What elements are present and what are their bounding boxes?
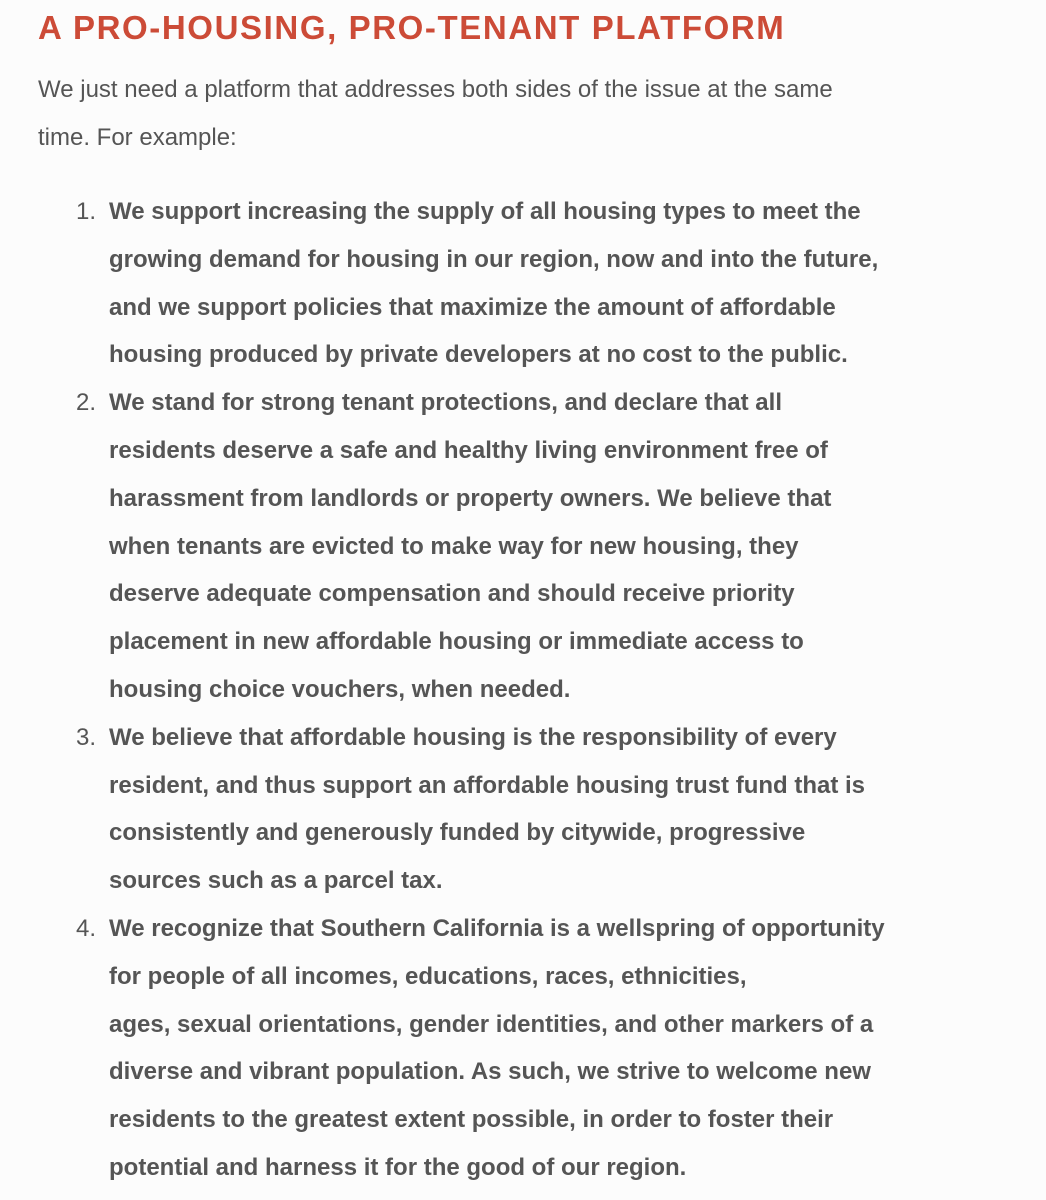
item-text xyxy=(109,714,1046,905)
item-line: We stand for strong tenant protections, and declare that all xyxy=(109,389,782,417)
item-line: ages, sexual orientations, gender identities, and other markers of a xyxy=(109,1010,874,1038)
item-text xyxy=(109,379,1046,714)
item-line: We recognize that Southern California is a wellspring of opportunity xyxy=(109,914,885,942)
platform-item-3 xyxy=(0,714,1046,905)
item-number: 3. xyxy=(75,723,96,751)
item-line: diverse and vibrant population. As such, we strive to welcome new xyxy=(109,1058,871,1086)
item-line: growing demand for housing in our region, now and into the future, xyxy=(109,245,879,273)
item-line: and we support policies that maximize the amount of affordable xyxy=(109,293,836,321)
item-line: We believe that affordable housing is the responsibility of every xyxy=(109,723,837,751)
item-line: for people of all incomes, educations, races, ethnicities, xyxy=(109,962,747,990)
item-line: residents deserve a safe and healthy living environment free of xyxy=(109,436,828,464)
item-line: housing choice vouchers, when needed. xyxy=(109,675,571,703)
item-line: potential and harness it for the good of our region. xyxy=(109,1153,687,1181)
platform-item-1 xyxy=(0,188,1046,379)
item-line: resident, and thus support an affordable housing trust fund that is xyxy=(109,771,866,799)
platform-list xyxy=(0,188,1046,1192)
item-number: 1. xyxy=(75,198,96,225)
item-line: harassment from landlords or property owners. We believe that xyxy=(109,484,832,512)
item-number: 4. xyxy=(75,914,96,942)
item-text xyxy=(109,905,1046,1192)
item-line: placement in new affordable housing or immediate access to xyxy=(109,628,804,656)
item-line: We support increasing the supply of all housing types to meet the xyxy=(109,198,861,225)
platform-item-2 xyxy=(0,379,1046,714)
item-line: deserve adequate compensation and should receive priority xyxy=(109,580,795,608)
intro-line: time. For example: xyxy=(38,124,237,151)
item-line: residents to the greatest extent possible, in order to foster their xyxy=(109,1106,834,1134)
item-line: consistently and generously funded by citywide, progressive xyxy=(109,819,806,847)
page-title: A PRO-HOUSING, PRO-TENANT PLATFORM xyxy=(38,9,786,46)
item-text xyxy=(109,188,1046,379)
item-line: when tenants are evicted to make way for new housing, they xyxy=(109,532,799,560)
item-line: housing produced by private developers at no cost to the public. xyxy=(109,341,848,369)
intro-paragraph xyxy=(38,66,918,162)
item-number: 2. xyxy=(75,389,96,417)
intro-line: We just need a platform that addresses both sides of the issue at the same xyxy=(38,76,833,103)
platform-item-4 xyxy=(0,905,1046,1192)
item-line: sources such as a parcel tax. xyxy=(109,867,443,895)
